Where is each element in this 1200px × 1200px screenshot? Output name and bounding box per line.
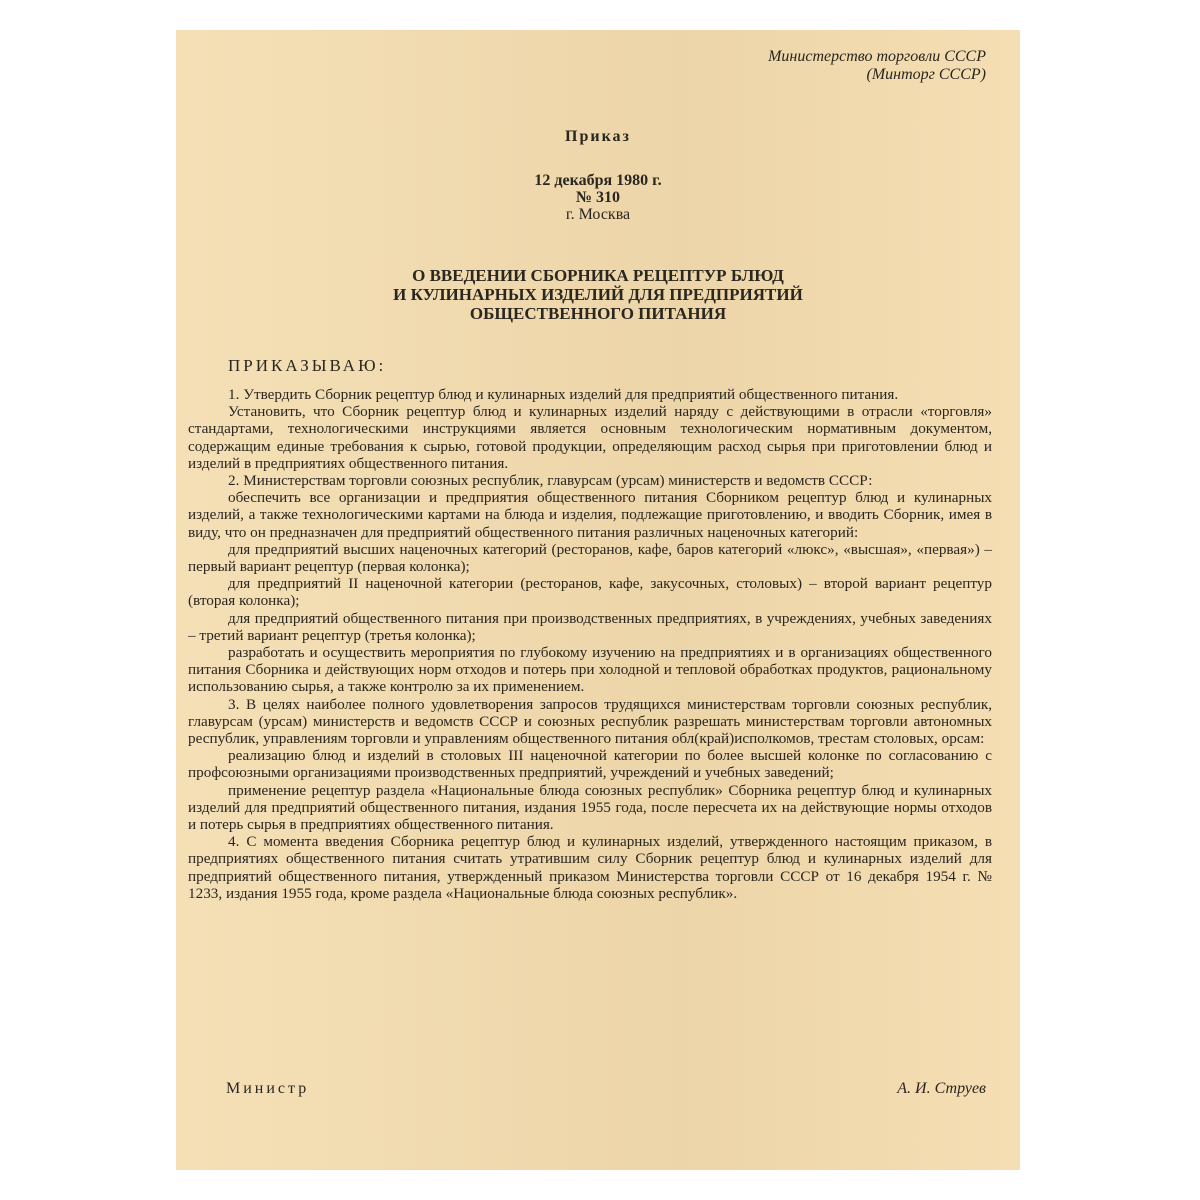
paragraph: 3. В целях наиболее полного удовлетворения запросов трудящихся министерствам торговли союзных республик, главурсам (урсам) министерств и ведомств СССР и союзных республик разрешать министерствам торговли автономных республик, управлениям торговли и управлениям общественного питания обл(край)исполкомов, трестам столовых, орсам: xyxy=(188,695,992,748)
order-number: № 310 xyxy=(575,189,621,206)
order-city: г. Москва xyxy=(565,206,631,223)
paragraph: применение рецептур раздела «Национальные блюда союзных республик» Сборника рецептур блюд и кулинарных изделий для предприятий общественного питания, издания 1955 года, после пересчета их на действующие нормы отходов и потерь сырья в предприятиях общественного питания. xyxy=(188,781,992,834)
ministry-header xyxy=(768,48,986,84)
heading-line-3: ОБЩЕСТВЕННОГО ПИТАНИЯ xyxy=(469,304,727,323)
paragraph: обеспечить все организации и предприятия общественного питания Сборником рецептур блюд и кулинарных изделий, а также технологическими картами на блюда и изделия, подлежащие приготовлению, и вводить Сборник, имея в виду, что он предназначен для предприятий общественного питания различных наценочных категорий: xyxy=(188,489,992,541)
paragraph: 4. С момента введения Сборника рецептур блюд и кулинарных изделий, утвержденного настоящим приказом, в предприятиях общественного питания считать утратившим силу Сборник рецептур блюд и кулинарных изделий для предприятий общественного питания, утвержденный приказом Министерства торговли СССР от 16 декабря 1954 г. № 1233, издания 1955 года, кроме раздела «Национальные блюда союзных республик». xyxy=(188,833,992,902)
ministry-abbreviation: (Минторг СССР) xyxy=(866,66,986,83)
document-heading xyxy=(176,266,1020,323)
heading-line-1: О ВВЕДЕНИИ СБОРНИКА РЕЦЕПТУР БЛЮД xyxy=(412,266,784,285)
heading-line-2: И КУЛИНАРНЫХ ИЗДЕЛИЙ ДЛЯ ПРЕДПРИЯТИЙ xyxy=(393,285,803,304)
order-body xyxy=(188,386,992,902)
signer-name: А. И. Струев xyxy=(897,1080,986,1097)
paragraph: 2. Министерствам торговли союзных республик, главурсам (урсам) министерств и ведомств СССР: xyxy=(228,472,873,490)
order-date: 12 декабря 1980 г. xyxy=(534,172,662,189)
paragraph: Установить, что Сборник рецептур блюд и кулинарных изделий наряду с действующими в отрасли «торговля» стандартами, технологическими инструкциями является основным технологическим нормативным документом, содержащим единые требования к сырью, готовой продукции, определяющим расход сырья при приготовлении блюд и изделий в предприятиях общественного питания. xyxy=(188,403,992,472)
order-title: Приказ xyxy=(565,128,631,145)
paragraph: реализацию блюд и изделий в столовых III наценочной категории по более высшей колонке по согласованию с профсоюзными организациями производственных предприятий, учреждений и учебных заведений; xyxy=(188,747,992,782)
signature-line xyxy=(226,1080,986,1098)
paragraph: для предприятий II наценочной категории (ресторанов, кафе, закусочных, столовых) – второй вариант рецептур (вторая колонка); xyxy=(188,575,992,610)
paragraph: для предприятий общественного питания при производственных предприятиях, в учреждениях, учебных заведениях – третий вариант рецептур (третья колонка); xyxy=(188,609,992,644)
ministry-name: Министерство торговли СССР xyxy=(768,48,986,65)
paragraph: разработать и осуществить мероприятия по глубокому изучению на предприятиях и в организациях общественного питания Сборника и действующих норм отходов и потерь при холодной и тепловой обработках продуктов, рациональному использованию сырья, а также контролю за их применением. xyxy=(188,644,992,696)
paragraph: 1. Утвердить Сборник рецептур блюд и кулинарных изделий для предприятий общественного питания. xyxy=(228,386,899,403)
command-word: ПРИКАЗЫВАЮ: xyxy=(228,356,387,375)
signer-position: Министр xyxy=(226,1080,310,1097)
order-date-block xyxy=(176,172,1020,223)
document-page xyxy=(176,30,1020,1170)
paragraph: для предприятий высших наценочных категорий (ресторанов, кафе, баров категорий «люкс», «высшая», «первая») – первый вариант рецептур (первая колонка); xyxy=(188,540,992,576)
